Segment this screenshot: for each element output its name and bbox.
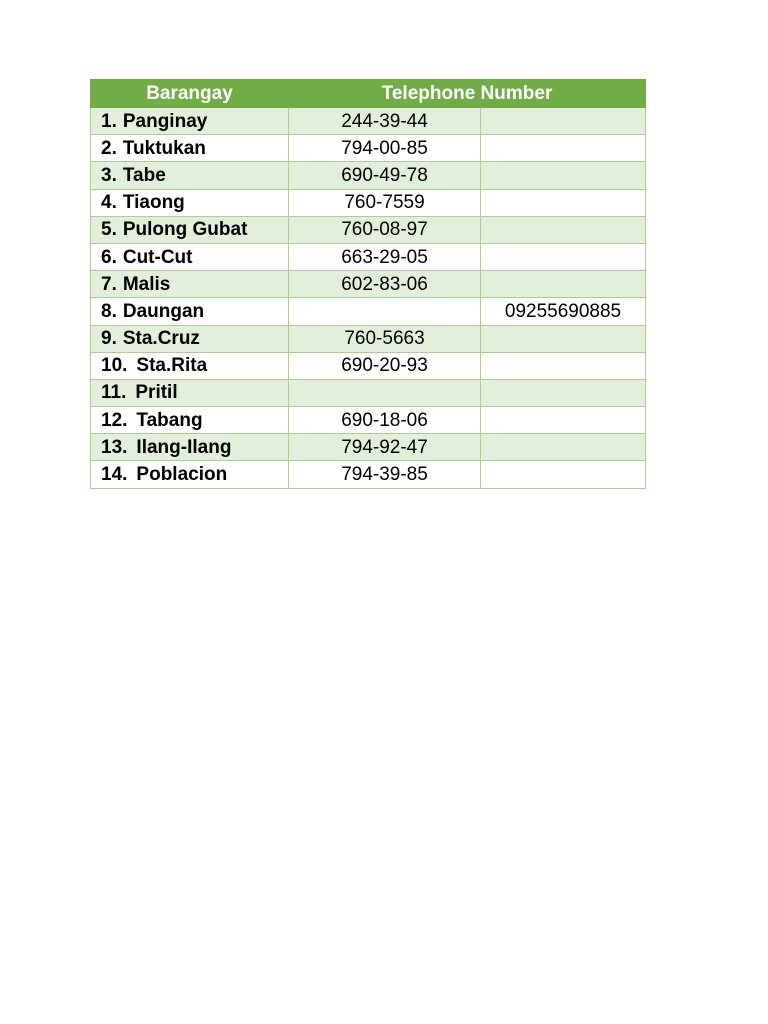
barangay-cell [91,434,289,461]
mobile-number-cell [481,189,646,216]
barangay-name: Poblacion [136,464,228,486]
mobile-number-cell [481,243,646,270]
row-number: 8. [101,300,117,322]
telephone-cell [289,379,481,406]
telephone-cell: 794-00-85 [289,135,481,162]
barangay-cell [91,379,289,406]
row-number: 7. [101,273,117,295]
telephone-cell: 690-20-93 [289,352,481,379]
row-number: 2. [101,137,117,159]
mobile-number-cell [481,461,646,488]
table-row [91,407,646,434]
barangay-cell [91,108,289,135]
telephone-cell: 690-49-78 [289,162,481,189]
table-row [91,352,646,379]
row-number: 13. [101,436,128,458]
row-number: 6. [101,246,117,268]
barangay-name: Ilang-Ilang [136,436,232,458]
row-number: 1. [101,110,117,132]
table-row [91,271,646,298]
barangay-cell [91,189,289,216]
table-row [91,216,646,243]
row-number: 14. [101,464,128,486]
barangay-cell [91,461,289,488]
row-number: 4. [101,192,117,214]
barangay-name: Cut-Cut [122,246,193,268]
telephone-cell: 760-08-97 [289,216,481,243]
mobile-number-cell [481,135,646,162]
row-number: 11. [101,382,127,404]
barangay-cell [91,298,289,325]
mobile-number-cell [481,434,646,461]
telephone-cell: 794-39-85 [289,461,481,488]
row-number: 12. [101,409,128,431]
mobile-number-cell [481,216,646,243]
telephone-cell: 760-7559 [289,189,481,216]
header-row [91,80,646,108]
barangay-name: Tiaong [122,192,185,214]
telephone-cell: 760-5663 [289,325,481,352]
table-row [91,243,646,270]
table-row [91,379,646,406]
barangay-name: Tuktukan [122,137,206,159]
telephone-cell: 602-83-06 [289,271,481,298]
row-number: 10. [101,355,128,377]
telephone-cell: 690-18-06 [289,407,481,434]
barangay-name: Sta.Rita [136,355,208,377]
telephone-cell [289,298,481,325]
table-row [91,298,646,325]
mobile-number-cell [481,379,646,406]
barangay-cell [91,162,289,189]
barangay-telephone-table [90,79,646,489]
barangay-cell [91,216,289,243]
mobile-number-cell [481,108,646,135]
row-number: 9. [101,328,117,350]
telephone-cell: 663-29-05 [289,243,481,270]
telephone-cell: 244-39-44 [289,108,481,135]
barangay-name: Sta.Cruz [122,328,200,350]
header-barangay: Barangay [91,80,289,108]
barangay-cell [91,243,289,270]
table-row [91,162,646,189]
barangay-name: Tabang [136,409,203,431]
barangay-name: Pulong Gubat [122,219,248,241]
table-row [91,135,646,162]
header-telephone-number: Telephone Number [289,80,646,108]
barangay-cell [91,325,289,352]
table-row [91,189,646,216]
mobile-number-cell [481,325,646,352]
barangay-name: Malis [122,273,171,295]
mobile-number-cell [481,162,646,189]
barangay-name: Daungan [122,300,205,322]
barangay-name: Panginay [122,110,208,132]
table-row [91,325,646,352]
barangay-name: Pritil [135,382,178,404]
table-row [91,434,646,461]
telephone-cell: 794-92-47 [289,434,481,461]
table-header [91,80,646,108]
barangay-cell [91,135,289,162]
mobile-number-cell [481,407,646,434]
barangay-name: Tabe [122,164,166,186]
barangay-cell [91,271,289,298]
mobile-number-cell [481,352,646,379]
table-body [91,108,646,489]
table-row [91,108,646,135]
document-page [90,79,645,489]
barangay-cell [91,352,289,379]
mobile-number-cell [481,271,646,298]
row-number: 3. [101,164,117,186]
row-number: 5. [101,219,117,241]
mobile-number-cell: 09255690885 [481,298,646,325]
table-row [91,461,646,488]
barangay-cell [91,407,289,434]
